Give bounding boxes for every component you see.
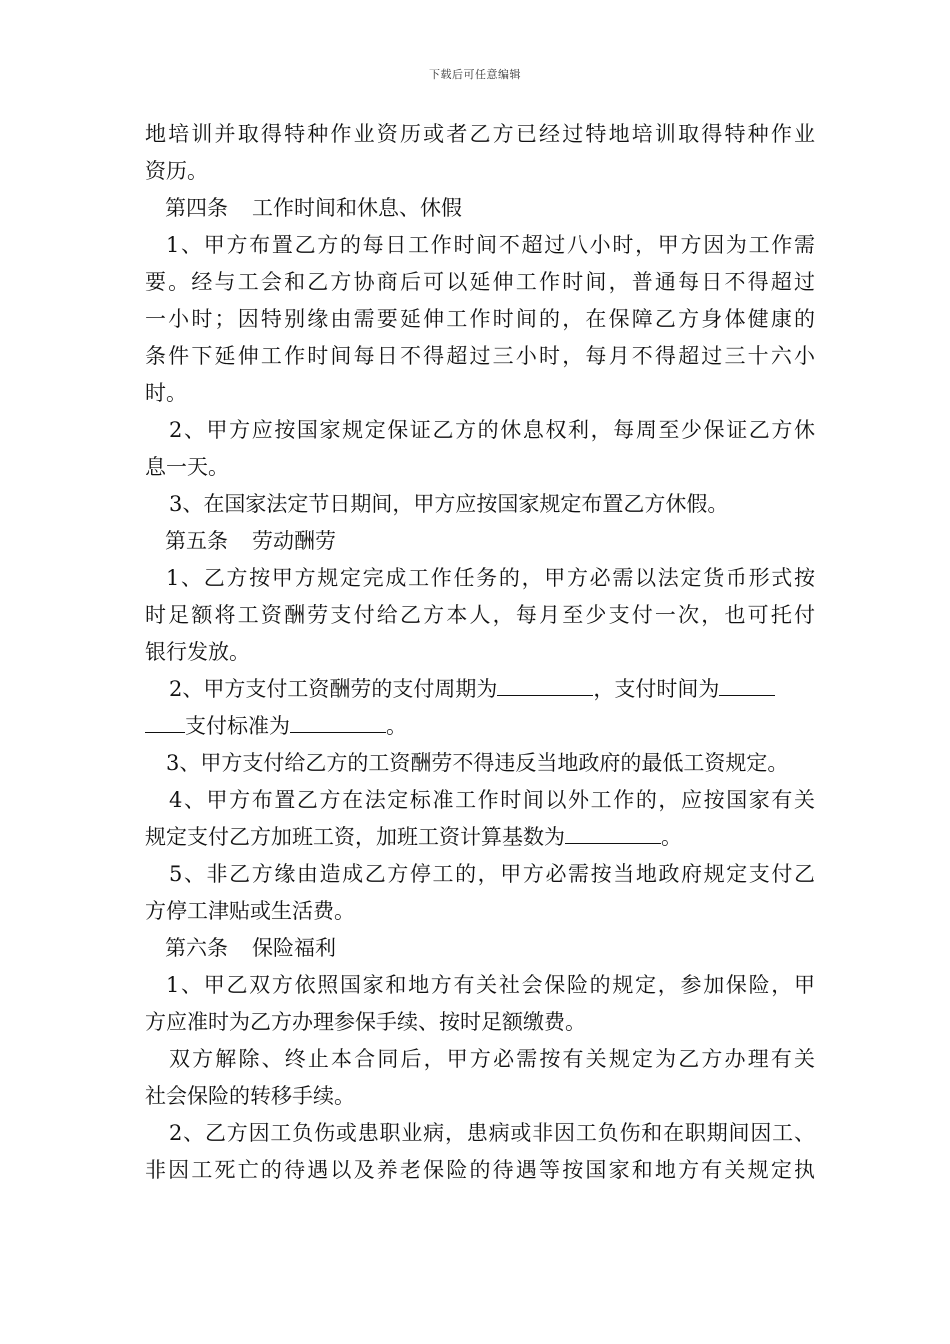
paragraph-line: 双方解除、终止本合同后，甲方必需按有关规定为乙方办理有关 [169, 1047, 815, 1071]
paragraph-line: 资历。 [145, 159, 208, 183]
paragraph-line: 方应准时为乙方办理参保手续、按时足额缴费。 [145, 1010, 586, 1034]
paragraph-line: 要。经与工会和乙方协商后可以延伸工作时间，普通每日不得超过 [145, 270, 815, 294]
paragraph-line: 方停工津贴或生活费。 [145, 899, 355, 923]
payment-standard-line: 支付标准为 。 [145, 708, 815, 745]
paragraph-line: 5、非乙方缘由造成乙方停工的，甲方必需按当地政府规定支付乙 [169, 862, 815, 886]
overtime-base-blank [565, 825, 661, 844]
paragraph-line: 2、乙方因工负伤或患职业病，患病或非因工负伤和在职期间因工、 [169, 1121, 815, 1145]
paragraph-line: 3、在国家法定节日期间，甲方应按国家规定布置乙方休假。 [169, 492, 729, 516]
document-body [145, 116, 815, 1189]
paragraph-line: 息一天。 [145, 455, 229, 479]
article-number: 第五条 [165, 529, 228, 553]
paragraph-line: 地培训并取得特种作业资历或者乙方已经过特地培训取得特种作业 [145, 122, 815, 146]
article-title: 劳动酬劳 [252, 529, 336, 553]
overtime-base-line: 规定支付乙方加班工资，加班工资计算基数为 。 [145, 825, 682, 849]
paragraph-line: 条件下延伸工作时间每日不得超过三小时，每月不得超过三十六小 [145, 344, 815, 368]
paragraph-line: 2、甲方应按国家规定保证乙方的休息权利，每周至少保证乙方休 [169, 418, 815, 442]
payment-time-blank [719, 677, 775, 696]
paragraph-line: 4、甲方布置乙方在法定标准工作时间以外工作的，应按国家有关 [169, 788, 815, 812]
paragraph-line: 非因工死亡的待遇以及养老保险的待遇等按国家和地方有关规定执 [145, 1158, 815, 1182]
paragraph-line: 银行发放。 [145, 640, 250, 664]
article-heading-4 [145, 190, 815, 227]
article-title: 保险福利 [252, 936, 336, 960]
payment-cycle-blank [497, 677, 593, 696]
paragraph-line: 1、甲乙双方依照国家和地方有关社会保险的规定，参加保险，甲 [166, 973, 815, 997]
paragraph-line: 1、甲方布置乙方的每日工作时间不超过八小时，甲方因为工作需 [166, 233, 815, 257]
payment-standard-blank [290, 714, 386, 733]
article-heading-5 [145, 523, 815, 560]
payment-time-blank-cont [145, 714, 185, 733]
article-number: 第六条 [165, 936, 228, 960]
page-header-note: 下载后可任意编辑 [429, 68, 521, 81]
article-number: 第四条 [165, 196, 228, 220]
payment-cycle-line: 2、甲方支付工资酬劳的支付周期为 ，支付时间为 [145, 671, 815, 708]
paragraph-line: 时足额将工资酬劳支付给乙方本人，每月至少支付一次，也可托付 [145, 603, 815, 627]
article-heading-6 [145, 930, 815, 967]
paragraph-line: 1、乙方按甲方规定完成工作任务的，甲方必需以法定货币形式按 [166, 566, 815, 590]
paragraph-line: 一小时；因特别缘由需要延伸工作时间的，在保障乙方身体健康的 [145, 307, 815, 331]
article-title: 工作时间和休息、休假 [252, 196, 462, 220]
paragraph-line: 3、甲方支付给乙方的工资酬劳不得违反当地政府的最低工资规定。 [166, 751, 789, 775]
paragraph-line: 社会保险的转移手续。 [145, 1084, 355, 1108]
paragraph-line: 时。 [145, 381, 187, 405]
